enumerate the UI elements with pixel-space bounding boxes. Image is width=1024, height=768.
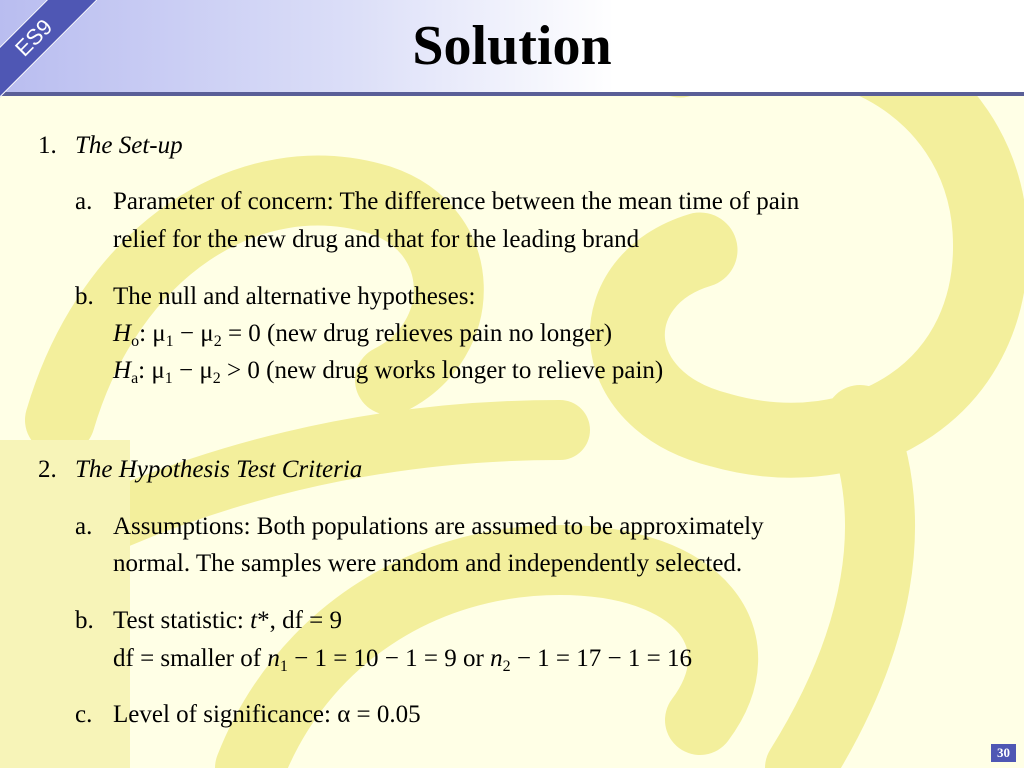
slide-title: Solution xyxy=(412,15,612,77)
degrees-of-freedom-line: df = smaller of $n_1 - 1 = 10 - 1 = 9$ or $n_2 - 1 = 17 - 1 = 16$ xyxy=(113,645,692,675)
item-2c-letter: c. xyxy=(75,701,93,728)
section-2-number: 2. xyxy=(38,456,57,483)
section-2-heading: The Hypothesis Test Criteria xyxy=(75,456,363,483)
null-hypothesis: $H_o$: $\mu_1 - \mu_2 = 0$ (new drug relieves pain no longer) xyxy=(113,320,613,350)
page-number: 30 xyxy=(991,744,1016,762)
section-1-number: 1. xyxy=(38,132,57,159)
item-1b-letter: b. xyxy=(75,283,94,310)
item-1a-line2: relief for the new drug and that for the leading brand xyxy=(113,226,640,253)
chapter-badge-label: ES9 xyxy=(0,0,103,107)
item-1a-line1: Parameter of concern: The difference between the mean time of pain xyxy=(113,188,800,215)
item-2a-line1: Assumptions: Both populations are assumed to be approximately xyxy=(113,513,764,540)
item-2a-letter: a. xyxy=(75,513,93,540)
item-1a-letter: a. xyxy=(75,188,93,215)
item-1b-line1: The null and alternative hypotheses: xyxy=(113,283,476,310)
significance-level-line: Level of significance: α = 0.05 xyxy=(113,701,421,728)
item-2b-letter: b. xyxy=(75,607,94,634)
section-1-heading: The Set-up xyxy=(75,132,183,159)
item-2a-line2: normal. The samples were random and independently selected. xyxy=(113,550,743,577)
test-statistic-line: Test statistic: t*, df = 9 xyxy=(113,607,343,634)
alternative-hypothesis: $H_a$: $\mu_1 - \mu_2 > 0$ (new drug works longer to relieve pain) xyxy=(113,357,664,387)
